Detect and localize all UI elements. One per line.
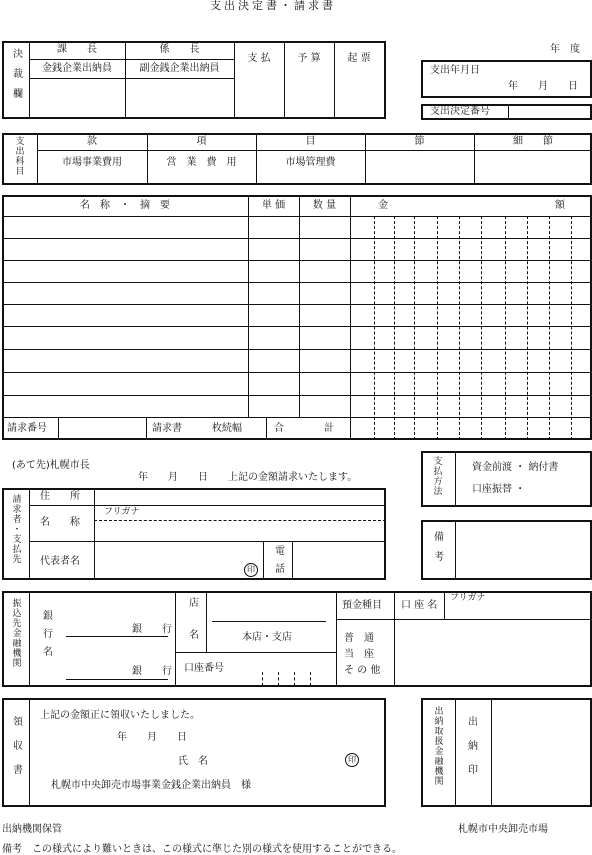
subject-header-kan: 款 [87,136,97,147]
receipt-date: 年 月 日 [117,732,187,743]
payment-method-option-1[interactable]: 資金前渡 ・ 納付書 [472,462,559,473]
receipt-side-label: 領収書 [10,716,22,788]
receipt-seal: 印 [345,753,359,767]
branch-option[interactable]: 本店・支店 [242,632,292,643]
amount-digit-divider [374,216,375,440]
approval-side-label: 決裁欄 [10,48,22,108]
detail-row-line [2,326,592,327]
bank-ginko-2: 銀 行 [132,666,172,677]
receipt-name-label: 氏 名 [178,756,208,767]
claimant-furigana: フリガナ [104,507,140,517]
account-name-label: 口 座 名 [401,600,438,611]
subject-value-moku: 市場管理費 [285,157,336,168]
subject-value-kou: 営 業 費 用 [166,157,237,168]
archive-note: 出納機関保管 [2,824,62,835]
representative-label: 代表者名 [40,556,80,567]
amount-digit-divider [481,216,482,440]
detail-row-line [2,216,592,217]
claimant-seal: 印 [244,563,258,577]
claimant-side-label: 請求者・支払先 [10,494,21,564]
cashier-bank-side: 出納取扱金融機関 [432,706,443,786]
detail-row-line [2,372,592,373]
budget-header: 予 算 [297,53,321,64]
account-name-furigana: フリガナ [450,593,486,603]
deposit-type-ordinary[interactable]: 普 通 [344,633,374,644]
invoice-number-label: 請求番号 [7,423,47,434]
vice-treasurer-label: 副金銭企業出納員 [139,63,220,74]
remarks-label: 備考 [431,531,443,571]
amount-digit-divider [394,216,395,440]
remarks-box[interactable] [421,520,592,580]
detail-row-line [2,260,592,261]
cashier-seal-label: 出納印 [465,716,477,788]
subject-header-kou: 項 [196,136,207,147]
invoice-count-label: 請求書 枚続幅 [152,423,242,434]
addressee: (あて先)札幌市長 [12,460,90,471]
amount-digit-divider [549,216,550,440]
chief-header: 係 長 [159,44,200,55]
detail-row-line [2,238,592,239]
amount-digit-divider [505,216,506,440]
payment-header: 支 払 [247,53,271,64]
subject-side-label: 支出科目 [13,136,24,176]
bank-ginko-1: 銀 行 [132,624,172,635]
address-label: 住 所 [40,491,80,502]
amount-digit-divider [437,216,438,440]
detail-name-header: 名 称 ・ 摘 要 [80,200,170,211]
drafter-header: 起 票 [347,53,371,64]
payment-date-label: 支出年月日 [430,65,480,76]
subject-header-saisetsu: 細 節 [513,136,553,147]
branch-name-col: 店名 [186,597,198,661]
subject-header-moku: 目 [305,136,316,147]
detail-amount-header-left: 金 [378,200,388,211]
detail-unit-price-header: 単 価 [261,200,286,211]
decision-number-label: 支出決定番号 [430,106,490,117]
details-table [2,195,592,440]
section-chief-header: 課 長 [57,44,97,55]
fiscal-year-label: 年 度 [550,44,580,55]
footnote: 備考 この様式により難いときは、この様式に準じた別の様式を使用することができる。 [2,844,402,855]
form-title: 支出決定書・請求書 [210,0,336,12]
amount-digit-divider [571,216,572,440]
market-name: 札幌市中央卸売市場 [458,824,548,835]
cashier-bank-box [421,698,592,807]
payment-method-side: 支払方法 [431,456,442,496]
request-statement: 年 月 日 上記の金額請求いたします。 [138,472,358,483]
detail-row-line [2,417,592,418]
payment-method-box [421,451,592,507]
deposit-type-label: 預金種目 [342,600,382,611]
account-number-label: 口座番号 [184,663,224,674]
bank-box [2,591,592,687]
payment-date-ymd: 年 月 日 [508,81,578,92]
deposit-type-checking[interactable]: 当 座 [344,649,374,660]
receipt-payee: 札幌市中央卸売市場事業金銭企業出納員 様 [51,780,251,791]
detail-amount-header-right: 額 [555,200,565,211]
amount-digit-divider [414,216,415,440]
subject-value-kan: 市場事業費用 [62,157,122,168]
receipt-statement: 上記の金額正に領収いたしました。 [40,710,200,721]
detail-quantity-header: 数 量 [312,200,337,211]
payment-method-option-2[interactable]: 口座振替 ・ [472,484,526,495]
treasurer-label: 金銭企業出納員 [42,63,112,74]
amount-digit-divider [527,216,528,440]
phone-label: 電話 [272,545,284,581]
detail-row-line [2,282,592,283]
bank-name-col: 銀行名 [40,610,52,664]
deposit-type-other[interactable]: そ の 他 [344,665,381,676]
subject-header-setsu: 節 [414,136,425,147]
detail-row-line [2,395,592,396]
detail-row-line [2,304,592,305]
amount-digit-divider [459,216,460,440]
detail-row-line [2,349,592,350]
name-label: 名 称 [40,517,80,528]
total-label: 合 計 [274,423,334,434]
bank-side-label: 振込先金融機関 [10,598,21,668]
